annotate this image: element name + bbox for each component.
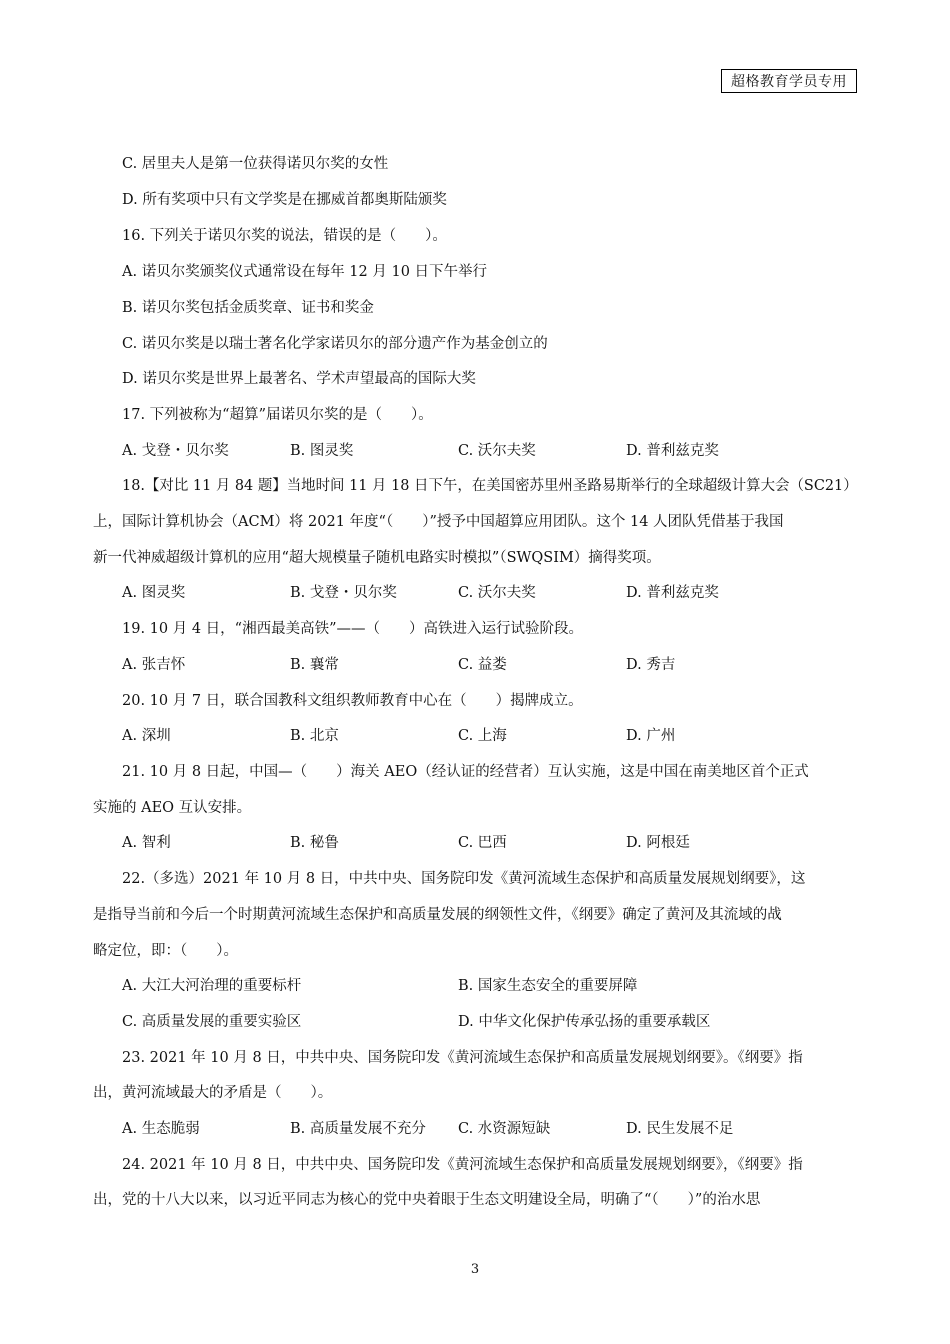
q16-stem: 16. 下列关于诺贝尔奖的说法，错误的是（ ）。 <box>122 228 447 244</box>
q22-option-b: B. 国家生态安全的重要屏障 <box>458 978 638 994</box>
q21-option-d: D. 阿根廷 <box>626 835 690 851</box>
q22-stem-line2: 是指导当前和今后一个时期黄河流域生态保护和高质量发展的纲领性文件，《纲要》确定了黄河及其流域的战 <box>93 907 782 923</box>
q22-stem-line1: 22.（多选）2021 年 10 月 8 日，中共中央、国务院印发《黄河流域生态保护和高质量发展规划纲要》，这 <box>122 871 806 887</box>
q19-option-b: B. 襄常 <box>290 657 339 673</box>
q17-option-c: C. 沃尔夫奖 <box>458 443 536 459</box>
q15-option-c: C. 居里夫人是第一位获得诺贝尔奖的女性 <box>122 156 389 172</box>
q19-option-c: C. 益娄 <box>458 657 507 673</box>
q22-options-row1 <box>122 976 762 996</box>
q17-stem: 17. 下列被称为“超算”届诺贝尔奖的是（ ）。 <box>122 407 433 423</box>
header-stamp: 超格教育学员专用 <box>721 69 857 93</box>
q19-option-a: A. 张吉怀 <box>122 657 186 673</box>
q17-options <box>122 441 762 461</box>
q21-stem-line1: 21. 10 月 8 日起，中国—（ ）海关 AEO（经认证的经营者）互认实施，这是中国在南美地区首个正式 <box>122 764 809 780</box>
page-number: 3 <box>470 1262 480 1277</box>
q18-stem-line1: 18.【对比 11 月 84 题】当地时间 11 月 18 日下午，在美国密苏里州圣路易斯举行的全球超级计算大会（SC21） <box>122 478 858 494</box>
q20-option-b: B. 北京 <box>290 728 339 744</box>
q17-option-b: B. 图灵奖 <box>290 443 354 459</box>
q16-option-b: B. 诺贝尔奖包括金质奖章、证书和奖金 <box>122 300 374 316</box>
q22-option-d: D. 中华文化保护传承弘扬的重要承载区 <box>458 1014 711 1030</box>
q15-option-d: D. 所有奖项中只有文学奖是在挪威首都奥斯陆颁奖 <box>122 192 447 208</box>
q23-option-c: C. 水资源短缺 <box>458 1121 551 1137</box>
q21-stem-line2: 实施的 AEO 互认安排。 <box>93 800 252 816</box>
q18-option-a: A. 图灵奖 <box>122 585 186 601</box>
q18-option-c: C. 沃尔夫奖 <box>458 585 536 601</box>
q24-stem-line2: 出，党的十八大以来，以习近平同志为核心的党中央着眼于生态文明建设全局，明确了“（ ）”的治水思 <box>93 1192 761 1208</box>
q22-options-row2 <box>122 1012 762 1032</box>
q20-stem: 20. 10 月 7 日，联合国教科文组织教师教育中心在（ ）揭牌成立。 <box>122 693 583 709</box>
q21-option-b: B. 秘鲁 <box>290 835 339 851</box>
q17-option-a: A. 戈登・贝尔奖 <box>122 443 229 459</box>
q22-option-a: A. 大江大河治理的重要标杆 <box>122 978 302 994</box>
q23-option-b: B. 高质量发展不充分 <box>290 1121 426 1137</box>
q22-stem-line3: 略定位，即：（ ）。 <box>93 943 238 959</box>
q19-stem: 19. 10 月 4 日，“湘西最美高铁”——（ ）高铁进入运行试验阶段。 <box>122 621 583 637</box>
q20-options <box>122 726 762 746</box>
q19-options <box>122 655 762 675</box>
q20-option-c: C. 上海 <box>458 728 507 744</box>
q21-option-a: A. 智利 <box>122 835 171 851</box>
q18-stem-line3: 新一代神威超级计算机的应用“超大规模量子随机电路实时模拟”（SWQSIM）摘得奖项。 <box>93 550 661 566</box>
q20-option-d: D. 广州 <box>626 728 676 744</box>
q16-option-a: A. 诺贝尔奖颁奖仪式通常设在每年 12 月 10 日下午举行 <box>122 264 488 280</box>
q17-option-d: D. 普利兹克奖 <box>626 443 719 459</box>
q18-option-d: D. 普利兹克奖 <box>626 585 719 601</box>
q21-options <box>122 833 762 853</box>
q22-option-c: C. 高质量发展的重要实验区 <box>122 1014 302 1030</box>
q21-option-c: C. 巴西 <box>458 835 507 851</box>
q24-stem-line1: 24. 2021 年 10 月 8 日，中共中央、国务院印发《黄河流域生态保护和高质量发展规划纲要》，《纲要》指 <box>122 1157 803 1173</box>
q23-option-d: D. 民生发展不足 <box>626 1121 734 1137</box>
q19-option-d: D. 秀吉 <box>626 657 676 673</box>
q16-option-d: D. 诺贝尔奖是世界上最著名、学术声望最高的国际大奖 <box>122 371 476 387</box>
q23-stem-line2: 出，黄河流域最大的矛盾是（ ）。 <box>93 1085 333 1101</box>
q16-option-c: C. 诺贝尔奖是以瑞士著名化学家诺贝尔的部分遗产作为基金创立的 <box>122 336 548 352</box>
q23-stem-line1: 23. 2021 年 10 月 8 日，中共中央、国务院印发《黄河流域生态保护和高质量发展规划纲要》。《纲要》指 <box>122 1050 803 1066</box>
q18-options <box>122 583 762 603</box>
q18-stem-line2: 上，国际计算机协会（ACM）将 2021 年度“（ ）”授予中国超算应用团队。这个 14 人团队凭借基于我国 <box>93 514 784 530</box>
q18-option-b: B. 戈登・贝尔奖 <box>290 585 397 601</box>
q20-option-a: A. 深圳 <box>122 728 171 744</box>
q23-options <box>122 1119 762 1139</box>
q23-option-a: A. 生态脆弱 <box>122 1121 200 1137</box>
